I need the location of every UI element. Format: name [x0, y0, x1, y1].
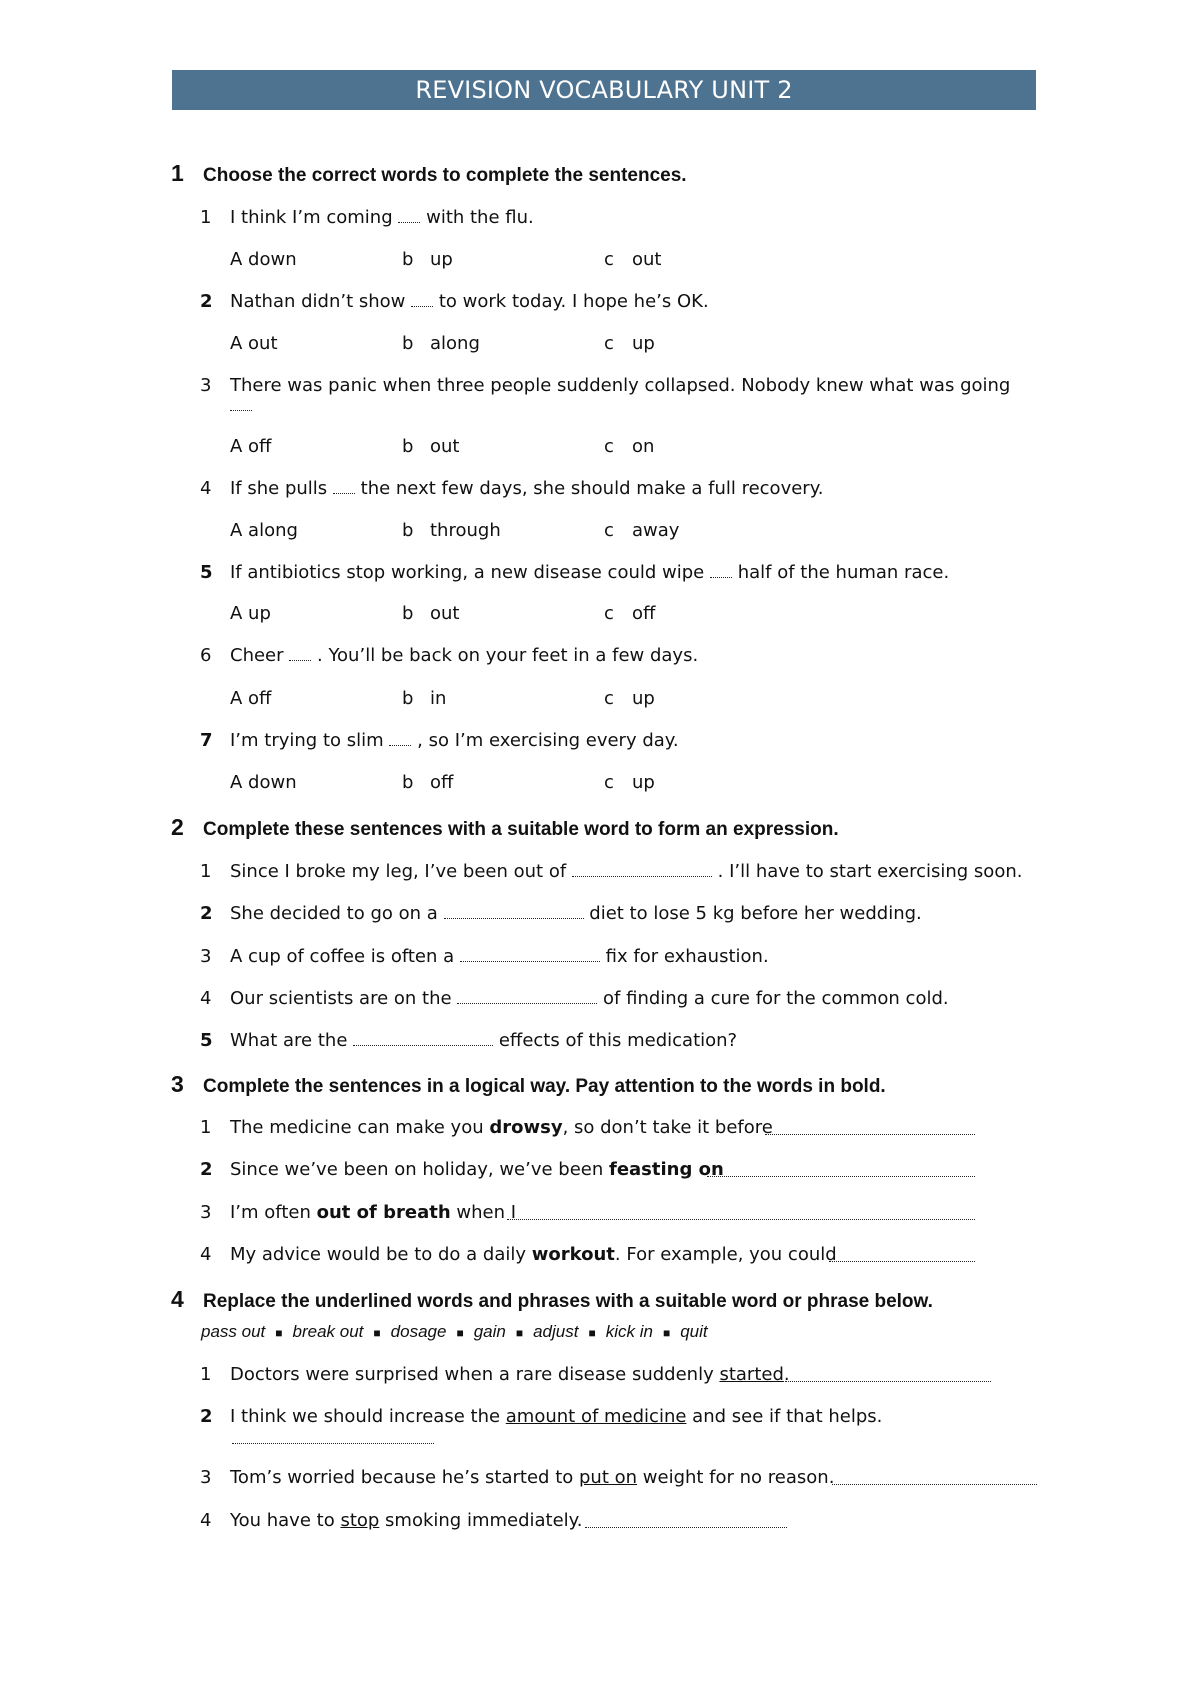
answer-blank[interactable]	[457, 991, 597, 1004]
question-text: My advice would be to do a daily workout. For example, you could	[230, 1244, 837, 1265]
question-3-1	[200, 1117, 773, 1138]
question-2-2	[200, 903, 922, 924]
separator-icon: ■	[662, 1325, 671, 1340]
answer-blank[interactable]	[353, 1033, 493, 1046]
answer-line[interactable]	[785, 1380, 991, 1382]
question-number: 7	[200, 730, 213, 751]
option-c[interactable]: c off	[604, 603, 656, 624]
question-2-4	[200, 988, 949, 1009]
question-text: Cheer . You’ll be back on your feet in a few days.	[230, 645, 699, 666]
question-text: There was panic when three people suddenly collapsed. Nobody knew what was going	[230, 375, 1011, 396]
section-1-heading	[171, 160, 687, 187]
option-c[interactable]: c up	[604, 688, 655, 709]
question-number: 1	[200, 1117, 212, 1138]
question-text: If she pulls the next few days, she should make a full recovery.	[230, 478, 824, 499]
option-a[interactable]: A down	[230, 249, 297, 270]
word-bank-item: break out	[292, 1322, 364, 1341]
separator-icon: ■	[588, 1325, 596, 1340]
answer-blank[interactable]	[333, 481, 355, 494]
answer-blank[interactable]	[398, 210, 420, 223]
question-number: 3	[200, 1202, 212, 1223]
separator-icon: ■	[456, 1325, 464, 1340]
question-number: 5	[200, 1030, 213, 1051]
question-text: I’m trying to slim , so I’m exercising every day.	[230, 730, 679, 751]
question-number: 4	[200, 1244, 212, 1265]
question-number: 1	[200, 207, 212, 228]
section-number: 4	[171, 1286, 184, 1312]
section-instruction: Complete these sentences with a suitable word to form an expression.	[203, 819, 839, 840]
question-1-3	[200, 375, 1010, 396]
option-b[interactable]: b out	[402, 603, 460, 624]
answer-blank[interactable]	[710, 565, 732, 578]
option-c[interactable]: c out	[604, 249, 662, 270]
option-b[interactable]: b out	[402, 436, 460, 457]
option-a[interactable]: A off	[230, 688, 272, 709]
answer-blank[interactable]	[389, 733, 411, 746]
question-2-1	[200, 861, 1022, 882]
answer-line[interactable]	[829, 1260, 975, 1262]
question-3-4	[200, 1244, 837, 1265]
section-instruction: Complete the sentences in a logical way. Pay attention to the words in bold.	[203, 1076, 886, 1097]
answer-line[interactable]	[232, 1442, 434, 1444]
question-text: Since we’ve been on holiday, we’ve been feasting on	[230, 1159, 724, 1180]
question-number: 3	[200, 1467, 212, 1488]
section-3-heading	[171, 1071, 886, 1098]
question-1-4	[200, 478, 824, 499]
question-4-3	[200, 1467, 834, 1488]
section-instruction: Replace the underlined words and phrases with a suitable word or phrase below.	[203, 1291, 933, 1312]
answer-blank[interactable]	[289, 648, 311, 661]
question-number: 2	[200, 1406, 213, 1427]
question-number: 6	[200, 645, 212, 666]
section-4-heading	[171, 1286, 933, 1313]
question-number: 2	[200, 903, 213, 924]
question-number: 4	[200, 478, 212, 499]
question-number: 3	[200, 946, 212, 967]
question-text: She decided to go on a diet to lose 5 kg before her wedding.	[230, 903, 922, 924]
question-3-3	[200, 1202, 516, 1223]
question-1-6	[200, 645, 698, 666]
page-title: REVISION VOCABULARY UNIT 2	[415, 76, 793, 104]
answer-line[interactable]	[507, 1218, 975, 1220]
option-b[interactable]: b along	[402, 333, 480, 354]
question-3-2	[200, 1159, 724, 1180]
option-b[interactable]: b in	[402, 688, 447, 709]
question-text: Our scientists are on the of finding a cure for the common cold.	[230, 988, 949, 1009]
separator-icon: ■	[275, 1325, 283, 1340]
word-bank-item: dosage	[390, 1322, 447, 1341]
answer-line[interactable]	[707, 1175, 975, 1177]
answer-blank[interactable]	[460, 949, 600, 962]
question-1-2	[200, 291, 709, 312]
option-c[interactable]: c up	[604, 772, 655, 793]
option-a[interactable]: A down	[230, 772, 297, 793]
question-text: Doctors were surprised when a rare disease suddenly started.	[230, 1364, 790, 1385]
question-text: Tom’s worried because he’s started to put on weight for no reason.	[230, 1467, 835, 1488]
question-2-3	[200, 946, 769, 967]
option-b[interactable]: b off	[402, 772, 454, 793]
option-c[interactable]: c up	[604, 333, 655, 354]
section-instruction: Choose the correct words to complete the sentences.	[203, 165, 687, 186]
question-4-1	[200, 1364, 790, 1385]
question-1-3-blank-row	[230, 398, 252, 411]
question-number: 1	[200, 1364, 212, 1385]
question-number: 4	[200, 1510, 212, 1531]
word-bank-item: gain	[473, 1322, 506, 1341]
option-c[interactable]: c away	[604, 520, 680, 541]
question-4-4	[200, 1510, 582, 1531]
question-text: Nathan didn’t show to work today. I hope he’s OK.	[230, 291, 709, 312]
question-text: Since I broke my leg, I’ve been out of . I’ll have to start exercising soon.	[230, 861, 1023, 882]
answer-blank[interactable]	[572, 864, 712, 877]
option-c[interactable]: c on	[604, 436, 655, 457]
question-text: I think I’m coming with the flu.	[230, 207, 534, 228]
answer-blank[interactable]	[444, 906, 584, 919]
question-1-5	[200, 562, 949, 583]
question-text: What are the effects of this medication?	[230, 1030, 738, 1051]
question-number: 4	[200, 988, 212, 1009]
question-4-2	[200, 1406, 882, 1427]
option-a[interactable]: A off	[230, 436, 272, 457]
question-text: You have to stop smoking immediately.	[230, 1510, 583, 1531]
question-number: 3	[200, 375, 212, 396]
question-text: The medicine can make you drowsy, so don’t take it before	[230, 1117, 773, 1138]
question-number: 5	[200, 562, 213, 583]
question-number: 1	[200, 861, 212, 882]
title-banner	[172, 70, 1036, 110]
separator-icon: ■	[515, 1325, 524, 1340]
question-1-1	[200, 207, 534, 228]
question-number: 2	[200, 1159, 213, 1180]
section-number: 1	[171, 160, 184, 186]
question-text: If antibiotics stop working, a new disease could wipe half of the human race.	[230, 562, 950, 583]
question-number: 2	[200, 291, 213, 312]
answer-line[interactable]	[765, 1133, 975, 1135]
option-a[interactable]: A along	[230, 520, 298, 541]
question-text: I’m often out of breath when I	[230, 1202, 517, 1223]
answer-line[interactable]	[832, 1483, 1037, 1485]
section-number: 2	[171, 814, 184, 840]
question-text: I think we should increase the amount of medicine and see if that helps.	[230, 1406, 883, 1427]
answer-blank[interactable]	[411, 294, 433, 307]
option-a[interactable]: A up	[230, 603, 271, 624]
answer-blank[interactable]	[230, 398, 252, 411]
question-1-7	[200, 730, 679, 751]
question-text: A cup of coffee is often a fix for exhaustion.	[230, 946, 769, 967]
word-bank-item: adjust	[533, 1322, 579, 1341]
section-2-heading	[171, 814, 839, 841]
word-bank-item: pass out	[201, 1322, 266, 1341]
separator-icon: ■	[373, 1325, 381, 1340]
word-bank-item: kick in	[605, 1322, 653, 1341]
section-number: 3	[171, 1071, 184, 1097]
word-bank	[201, 1322, 708, 1342]
option-b[interactable]: b up	[402, 249, 453, 270]
question-2-5	[200, 1030, 737, 1051]
option-a[interactable]: A out	[230, 333, 278, 354]
option-b[interactable]: b through	[402, 520, 501, 541]
answer-line[interactable]	[585, 1526, 787, 1528]
word-bank-item: quit	[680, 1322, 708, 1341]
